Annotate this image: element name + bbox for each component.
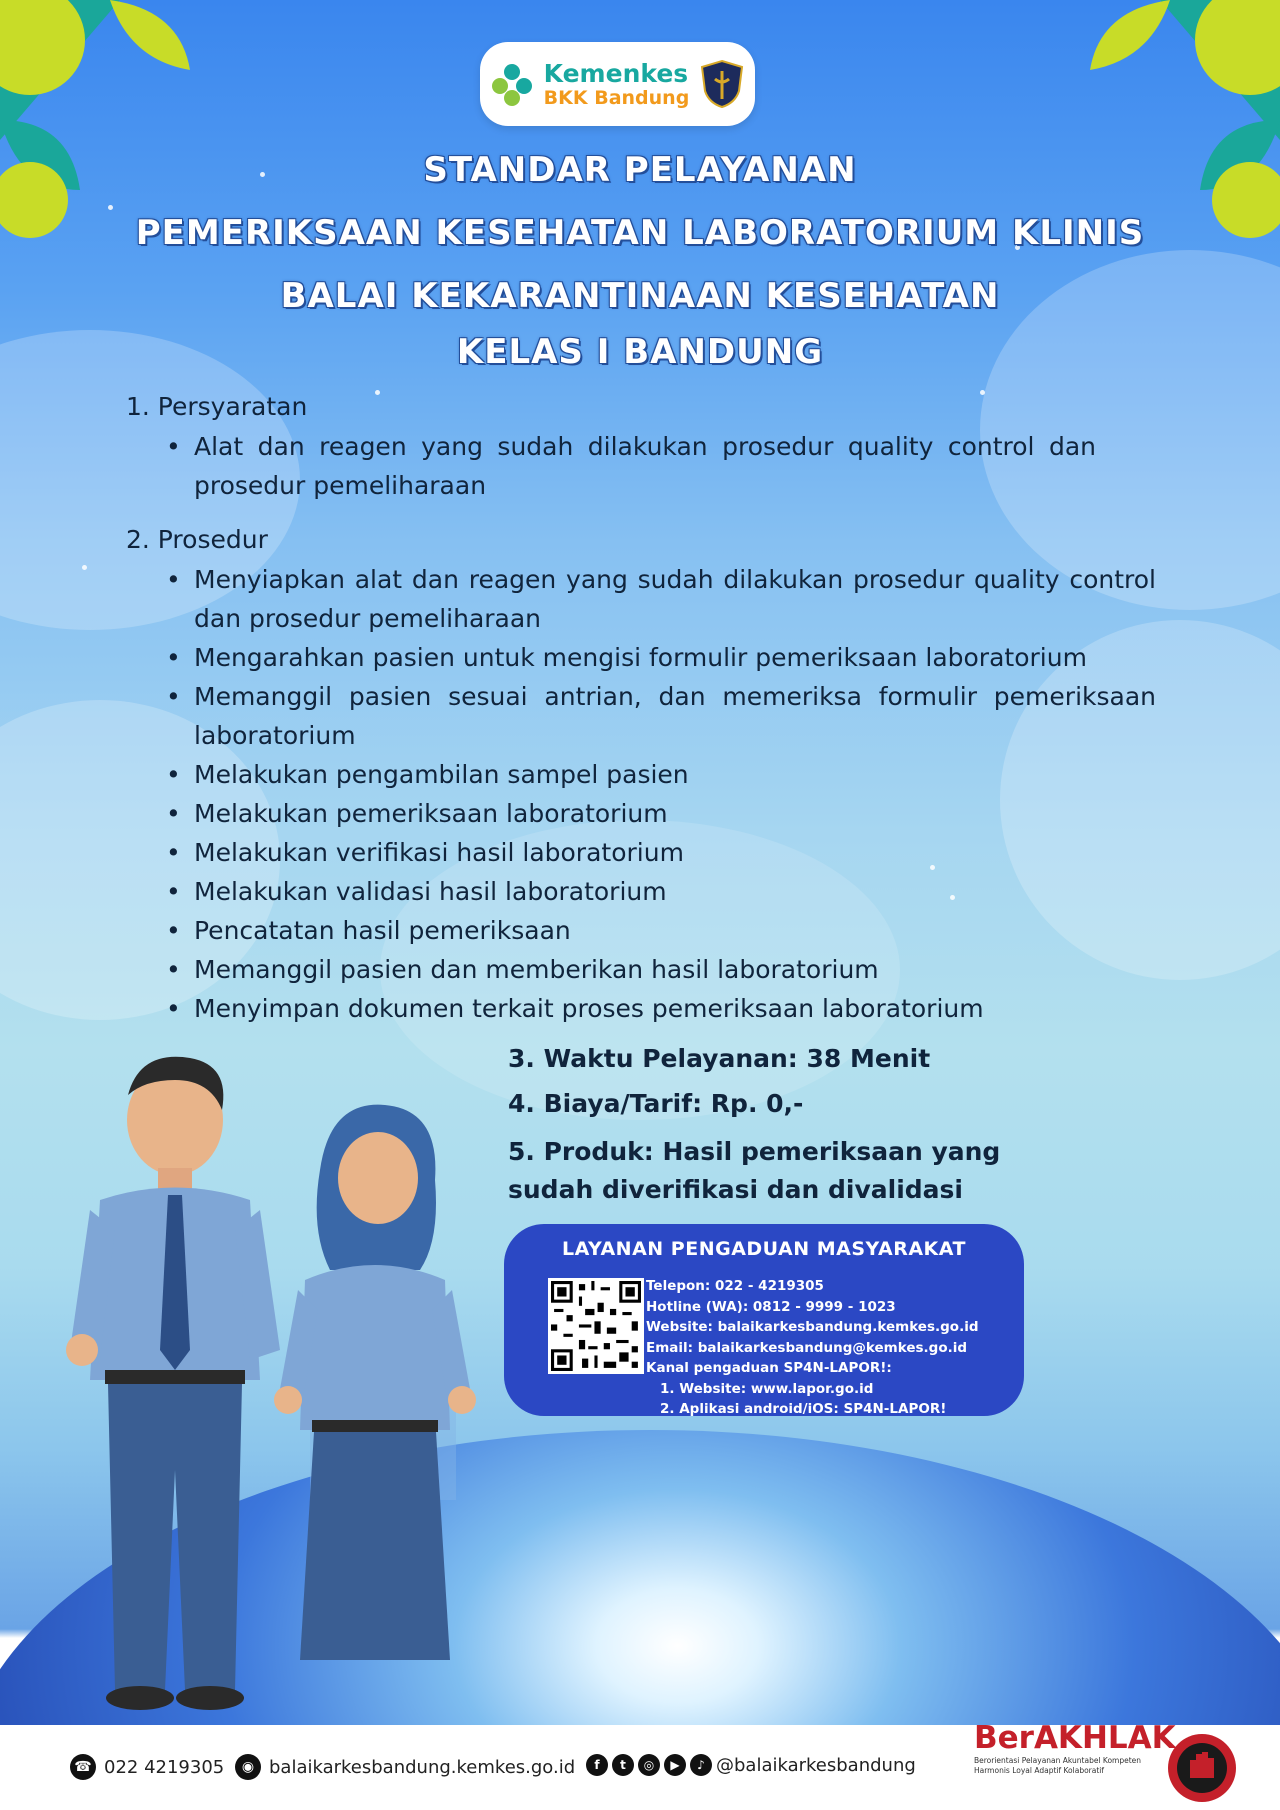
complaint-lapor-app: 2. Aplikasi android/iOS: SP4N-LAPOR! xyxy=(660,1401,947,1417)
footer-website[interactable] xyxy=(235,1754,575,1780)
list-item: • Menyimpan dokumen terkait proses pemeriksaan laboratorium xyxy=(166,989,1156,1028)
waktu-pelayanan: 3. Waktu Pelayanan: 38 Menit xyxy=(508,1044,931,1073)
logo-subname: BKK Bandung xyxy=(543,86,690,109)
list-item: • Melakukan pengambilan sampel pasien xyxy=(166,755,1156,794)
complaint-channel: Kanal pengaduan SP4N-LAPOR!: xyxy=(646,1360,892,1376)
complaint-phone: Telepon: 022 - 4219305 xyxy=(646,1278,824,1294)
prosedur-list xyxy=(126,560,1156,1028)
footer-phone[interactable] xyxy=(70,1754,224,1780)
complaint-email[interactable]: Email: balaikarkesbandung@kemkes.go.id xyxy=(646,1339,968,1356)
qr-code-icon xyxy=(551,1281,641,1371)
complaint-contact-lines xyxy=(646,1276,978,1420)
list-item: • Melakukan validasi hasil laboratorium xyxy=(166,872,1156,911)
list-item: • Pencatatan hasil pemeriksaan xyxy=(166,911,1156,950)
produk: 5. Produk: Hasil pemeriksaan yang sudah diverifikasi dan divalidasi xyxy=(508,1137,1001,1204)
bkk-emblem-icon xyxy=(699,59,745,109)
star xyxy=(82,565,87,570)
female-officer-illustration xyxy=(270,1100,480,1680)
berakhlak-emblem-icon xyxy=(1162,1730,1242,1806)
section-heading-prosedur: 2. Prosedur xyxy=(126,525,268,554)
complaint-hotline: Hotline (WA): 0812 - 9999 - 1023 xyxy=(646,1298,896,1315)
title-line-4: KELAS I BANDUNG xyxy=(456,332,824,372)
list-item: • Memanggil pasien sesuai antrian, dan memeriksa formulir pemeriksaan laboratorium xyxy=(166,677,1156,755)
title-line-2: PEMERIKSAAN KESEHATAN LABORATORIUM KLINIS xyxy=(135,213,1145,253)
kemenkes-logo xyxy=(480,42,755,126)
logo-name: Kemenkes xyxy=(543,58,689,88)
list-item: • Melakukan pemeriksaan laboratorium xyxy=(166,794,1156,833)
footer-social-handle: @balaikarkesbandung xyxy=(716,1754,916,1776)
footer-social[interactable] xyxy=(586,1754,916,1776)
twitter-icon: t xyxy=(612,1754,634,1776)
list-item: • Alat dan reagen yang sudah dilakukan prosedur quality control dan prosedur pemeliharaan xyxy=(166,427,1156,505)
berakhlak-title: BerAKHLAK xyxy=(974,1720,1176,1756)
public-complaint-box xyxy=(504,1224,1024,1416)
complaint-lapor-website[interactable]: 1. Website: www.lapor.go.id xyxy=(660,1380,874,1397)
facebook-icon: f xyxy=(586,1754,608,1776)
title-line-1: STANDAR PELAYANAN xyxy=(423,150,857,190)
instagram-icon: ◎ xyxy=(638,1754,660,1776)
list-item: • Memanggil pasien dan memberikan hasil laboratorium xyxy=(166,950,1156,989)
kemenkes-leaf-icon xyxy=(490,62,534,106)
list-item: • Melakukan verifikasi hasil laboratorium xyxy=(166,833,1156,872)
footer-website-text: balaikarkesbandung.kemkes.go.id xyxy=(269,1756,576,1778)
male-officer-illustration xyxy=(60,1050,290,1720)
persyaratan-list xyxy=(126,427,1156,505)
berakhlak-subtitle: Berorientasi Pelayanan Akuntabel Kompeten Harmonis Loyal Adaptif Kolaboratif xyxy=(974,1756,1142,1775)
list-item: • Mengarahkan pasien untuk mengisi formulir pemeriksaan laboratorium xyxy=(166,638,1156,677)
section-heading-persyaratan: 1. Persyaratan xyxy=(126,392,308,421)
youtube-icon: ▶ xyxy=(664,1754,686,1776)
qr-code[interactable] xyxy=(548,1278,644,1374)
berakhlak-logo xyxy=(974,1720,1176,1776)
complaint-website[interactable]: Website: balaikarkesbandung.kemkes.go.id xyxy=(646,1319,979,1335)
footer-phone-text: 022 4219305 xyxy=(104,1756,225,1778)
phone-icon: ☎ xyxy=(70,1754,96,1780)
list-item: • Menyiapkan alat dan reagen yang sudah dilakukan prosedur quality control dan prosedur pemeliharaan xyxy=(166,560,1156,638)
biaya-tarif: 4. Biaya/Tarif: Rp. 0,- xyxy=(508,1089,804,1118)
tiktok-icon: ♪ xyxy=(690,1754,712,1776)
corner-decoration-left xyxy=(0,0,220,240)
complaint-title: LAYANAN PENGADUAN MASYARAKAT xyxy=(562,1238,966,1260)
corner-decoration-right xyxy=(1060,0,1280,240)
globe-icon: ◉ xyxy=(235,1754,261,1780)
service-standard-content xyxy=(126,392,1156,1048)
title-line-3: BALAI KEKARANTINAAN KESEHATAN xyxy=(280,276,1000,316)
